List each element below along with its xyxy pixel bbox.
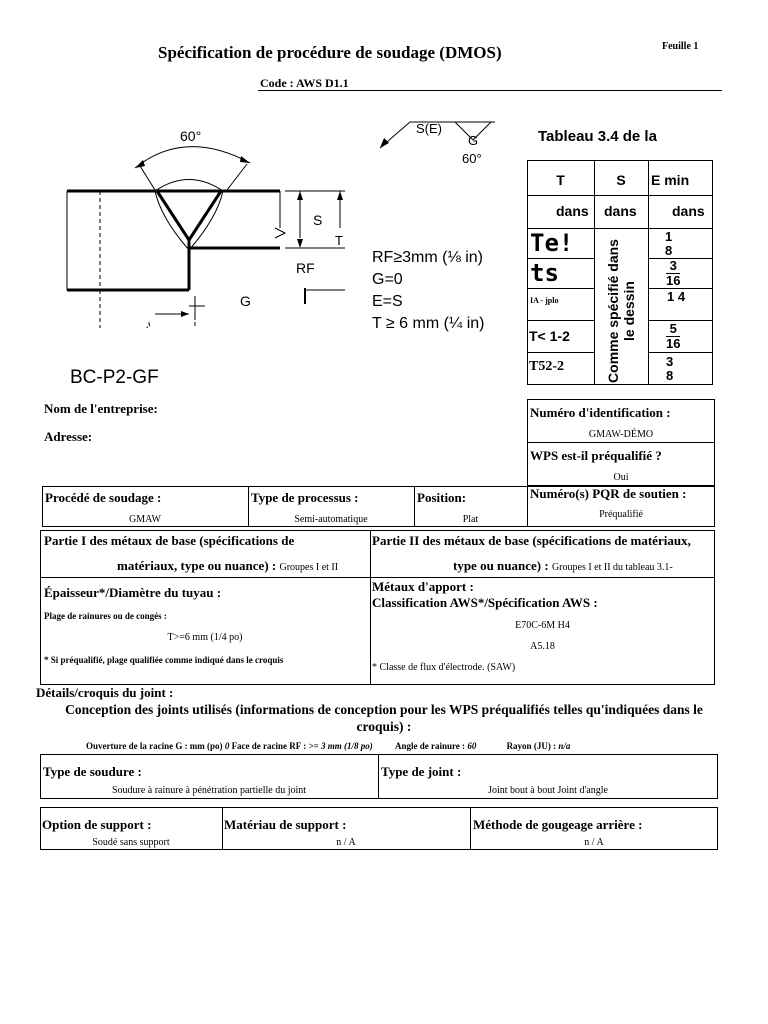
- joint-design-line1: Conception des joints utilisés (informations de conception pour les WPS préqualifiés telles qu'indiquées dans le: [65, 702, 703, 717]
- pqr-label: Numéro(s) PQR de soutien :: [530, 486, 687, 501]
- table34-unit-e: dans: [672, 203, 705, 219]
- weld-type-label: Type de soudure :: [43, 764, 142, 779]
- table34-e-value: 3 16: [666, 258, 681, 288]
- process-value[interactable]: GMAW: [129, 514, 161, 525]
- address-label: Adresse:: [44, 429, 93, 444]
- filler-classification-label: Classification AWS*/Spécification AWS :: [372, 595, 598, 610]
- pqr-value[interactable]: Préqualifié: [599, 509, 643, 520]
- root-face-value[interactable]: >= 3 mm (1/8 po): [308, 741, 373, 751]
- table34-e-value: 1 8: [665, 229, 673, 258]
- dim-t-label: T: [335, 233, 343, 248]
- weld-type-value[interactable]: Soudure à rainure à pénétration partielle du joint: [111, 785, 307, 796]
- prequal-value[interactable]: Oui: [613, 472, 629, 483]
- joint-design-line2: croquis) :: [356, 719, 412, 734]
- process-type-label: Type de processus :: [251, 490, 359, 505]
- note-e: E=S: [372, 293, 403, 310]
- process-type-value[interactable]: Semi-automatique: [294, 514, 368, 525]
- prequal-label: WPS est-il préqualifié ?: [530, 448, 662, 463]
- note-t: T ≥ 6 mm (¼ in): [372, 315, 485, 332]
- thickness-label: Épaisseur*/Diamètre du tuyau :: [44, 585, 222, 600]
- range-value[interactable]: T>=6 mm (1/4 po): [167, 632, 243, 643]
- joint-designation: BC-P2-GF: [70, 367, 159, 388]
- support-option-value[interactable]: Soudé sans support: [92, 837, 170, 848]
- joint-params: [86, 741, 570, 751]
- part1-label-b: matériaux, type ou nuance) :: [117, 558, 280, 573]
- joint-type-label: Type de joint :: [381, 764, 462, 779]
- note-rf: RF≥3mm (⅛ in): [372, 249, 484, 266]
- note-g: G=0: [372, 271, 403, 288]
- groove-angle-value[interactable]: 60: [467, 741, 477, 751]
- id-label: Numéro d'identification :: [530, 405, 671, 420]
- table34-header-t: T: [556, 172, 565, 188]
- support-material-value[interactable]: n / A: [336, 837, 356, 848]
- root-opening-value[interactable]: 0: [224, 741, 230, 751]
- root-face-label: Face de racine RF :: [229, 741, 309, 751]
- table34-s-merged: Comme spécifié dans le dessin: [605, 239, 637, 383]
- weld-symbol-se: S(E): [416, 121, 442, 136]
- radius-label: Rayon (JU) :: [506, 741, 559, 751]
- position-label: Position:: [417, 490, 467, 505]
- weld-symbol: [375, 110, 505, 170]
- weld-symbol-angle: 60°: [462, 151, 482, 166]
- part2-label: Partie II des métaux de base (spécifications de matériaux,: [372, 533, 691, 548]
- joint-details-label: Détails/croquis du joint :: [36, 685, 174, 700]
- range-label: Plage de rainures ou de congés :: [44, 611, 167, 621]
- part1-label: Partie I des métaux de base (spécifications de: [44, 533, 295, 548]
- id-value[interactable]: GMAW-DÉMO: [588, 429, 654, 440]
- gouging-value[interactable]: n / A: [584, 837, 604, 848]
- weld-symbol-g: G: [468, 133, 479, 148]
- filler-label: Métaux d'apport :: [372, 579, 474, 594]
- page-title: Spécification de procédure de soudage (DMOS): [158, 43, 502, 62]
- part2-value[interactable]: Groupes I et II du tableau 3.1-: [551, 562, 673, 573]
- table34-row-t: T< 1-2: [529, 328, 570, 344]
- prequal-note: * Si préqualifié, plage qualifiée comme indiqué dans le croquis: [44, 655, 284, 665]
- table34-row-t: Te!: [530, 229, 574, 257]
- gouging-label: Méthode de gougeage arrière :: [473, 817, 643, 832]
- table34-unit-t: dans: [556, 203, 589, 219]
- table34-e-value: 3 8: [666, 354, 674, 383]
- table34-row-t: ts: [530, 259, 559, 287]
- company-name-label: Nom de l'entreprise:: [44, 401, 158, 416]
- dim-g-label: G: [240, 293, 251, 309]
- table34-row-t: IA - jplo: [530, 296, 559, 305]
- support-option-label: Option de support :: [42, 817, 152, 832]
- process-label: Procédé de soudage :: [45, 490, 162, 505]
- part2-line2: [453, 557, 673, 575]
- groove-angle-param-label: Angle de rainure :: [394, 741, 468, 751]
- dim-rf-label: RF: [296, 260, 315, 276]
- groove-angle-label: 60°: [180, 128, 202, 144]
- part1-line2: [117, 557, 338, 575]
- part1-value[interactable]: Groupes I et II: [279, 562, 339, 573]
- support-material-label: Matériau de support :: [224, 817, 347, 832]
- root-opening-label: Ouverture de la racine G : mm (po): [86, 741, 225, 751]
- table34-header-e: E min: [651, 172, 690, 188]
- table34-header-s: S: [616, 172, 626, 188]
- code-label: Code : AWS D1.1: [260, 76, 349, 90]
- table34-row-t: T52-2: [529, 359, 564, 374]
- weld-joint-drawing: [45, 128, 345, 328]
- sheet-number: Feuille 1: [662, 41, 699, 52]
- filler-class-value[interactable]: E70C-6M H4: [515, 620, 570, 631]
- table34-e-value: 1 4: [667, 289, 686, 304]
- dim-s-label: S: [313, 212, 323, 228]
- table34-unit-s: dans: [604, 203, 637, 219]
- filler-spec-value[interactable]: A5.18: [530, 641, 555, 652]
- table34-e-value: 5 16: [666, 321, 681, 351]
- code-underline: [258, 90, 722, 91]
- part2-label-b: type ou nuance) :: [453, 558, 552, 573]
- flux-note: * Classe de flux d'électrode. (SAW): [372, 662, 516, 673]
- radius-value[interactable]: n/a: [558, 741, 571, 751]
- position-value[interactable]: Plat: [462, 514, 479, 525]
- joint-type-value[interactable]: Joint bout à bout Joint d'angle: [488, 785, 608, 796]
- table34-title: Tableau 3.4 de la: [538, 128, 657, 145]
